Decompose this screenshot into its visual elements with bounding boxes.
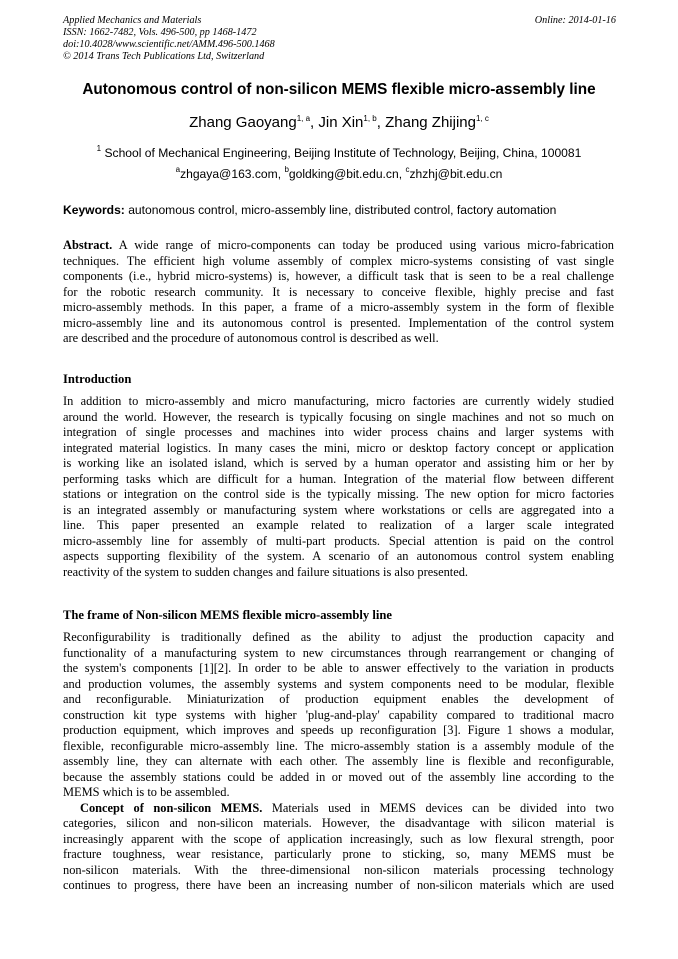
paragraph-line: increasingly apparent with the scope of application increasingly, such as low flexural strength, poor (63, 831, 614, 846)
abstract-line: micro-assembly methods. In this paper, a frame of a micro-assembly system in the form of flexible (63, 300, 614, 314)
paragraph-line: and production volumes, the assembly systems and system components need to be modular, flexible (63, 676, 614, 691)
paragraph-line: non-silicon materials. With the three-dimensional non-silicon materials processing technology (63, 862, 614, 877)
frame-paragraph (63, 630, 614, 894)
paragraph-line: is an integrated assembly or manufacturing system where workstations or cells are aggregated into a (63, 502, 614, 517)
paragraph-line: functionality of a manufacturing system to new circumstances through rearrangement or changing of (63, 645, 614, 660)
email-list (20, 166, 658, 182)
paragraph-line: Reconfigurability is traditionally defined as the ability to adjust the production capacity and (63, 630, 614, 644)
paragraph-line: performing tasks which are difficult for a human. Integration of the material flow between different (63, 471, 614, 486)
affiliation: $^1$ School of Mechanical Engineering, Beijing Institute of Technology, Beijing, China, 100081 (96, 144, 582, 160)
email: $^c$zhzhj@bit.edu.cn (405, 165, 503, 181)
paragraph-line: construction kit type systems with higher 'plug-and-play' capability compared to traditional macro (63, 707, 614, 722)
online-date: Online: 2014-01-16 (534, 15, 616, 26)
paper-title: Autonomous control of non-silicon MEMS flexible micro-assembly line (82, 81, 596, 98)
paragraph-line: MEMS which is to be assembled. (63, 785, 230, 799)
concept-label: Concept of non-silicon MEMS. (80, 800, 263, 815)
paragraph-line: line. This paper presented an example related to realization of a larger scale integrated (63, 518, 614, 532)
paragraph-line: stations or integration on the control side is the typically missing. The new option for micro factories (63, 487, 614, 501)
paragraph-line: fracture toughness, wear resistance, particularly prone to sticking, so, many MEMS must be (63, 847, 614, 861)
paragraph-line: because the assembly stations could be added in or moved out of the assembly line according to the (63, 769, 614, 784)
abstract-line: Abstract. A wide range of micro-components can today be produced using various micro-fabrication (63, 238, 614, 252)
keywords-text: autonomous control, micro-assembly line, distributed control, factory automation (124, 203, 557, 217)
paragraph-line: flexible, reconfigurable micro-assembly line. The micro-assembly station is a assembly module of the (63, 738, 614, 753)
doi-line: doi:10.4028/www.scientific.net/AMM.496-500.1468 (63, 39, 275, 50)
paragraph-line: integrated material logistics. In many cases the mini, micro or desktop factory concept or application (63, 440, 614, 455)
abstract-line: techniques. The efficient high volume assembly of complex micro-systems consisting of vast single (63, 253, 614, 268)
abstract-line: for the robotic research community. It is necessary to conceive flexible, highly precise and fast (63, 284, 614, 299)
introduction-paragraph (63, 394, 614, 580)
email: $^a$zhgaya@163.com, (175, 165, 285, 181)
abstract-line: micro-assembly line and its autonomous control is presented. Implementation of the control system (63, 315, 614, 330)
paragraph-line: continues to progress, there have been an increasing number of non-silicon materials which are used (63, 878, 614, 892)
paragraph-line: around the world. However, the research is typically focusing on single machines and not so much on (63, 409, 614, 424)
author: Zhang Zhijing$^{1, c}$ (385, 114, 489, 131)
paragraph-line: production equipment, which improves and speeds up reconfiguration [3]. Figure 1 shows a modular, (63, 723, 614, 737)
paragraph-line: In addition to micro-assembly and micro manufacturing, micro factories are currently widely studied (63, 394, 614, 408)
issn-line: ISSN: 1662-7482, Vols. 496-500, pp 1468-1472 (63, 27, 257, 38)
journal-name: Applied Mechanics and Materials (63, 15, 202, 26)
paragraph-line: assembly line, they can alternate with each other. The assembly line is flexible and reconfigurable, (63, 754, 614, 768)
email: $^b$goldking@bit.edu.cn, (284, 165, 406, 181)
paragraph-line: and reconfigurable. Miniaturization of production equipment enables the development of (63, 692, 614, 706)
paragraph-line: micro-assembly line for assembly of multi-part products. Special attention is paid on the control (63, 533, 614, 548)
paragraph-line: categories, silicon and non-silicon materials. However, the disadvantage with silicon material is (63, 816, 614, 830)
paragraph-line: integration of single processes and machines into wider process chains and larger systems with (63, 425, 614, 439)
paragraph-line: is working like an isolated island, which is served by a human operator and assisting him or her by (63, 456, 614, 470)
paragraph-line: Concept of non-silicon MEMS. Materials used in MEMS devices can be divided into two (80, 800, 614, 815)
abstract-label: Abstract. (63, 238, 113, 252)
keywords-label: Keywords: (63, 203, 125, 217)
section-heading-frame: The frame of Non-silicon MEMS flexible micro-assembly line (63, 608, 392, 622)
paragraph-line: aspects supporting flexibility of the system. A scenario of an autonomous control system enabling (63, 549, 614, 563)
abstract (63, 238, 614, 347)
author: Jin Xin$^{1, b}$, (318, 114, 386, 131)
paragraph-line: reactivity of the system to sudden changes and failure situations is also presented. (63, 564, 469, 579)
paragraph-line: the system's components [1][2]. In order to be able to answer effectively to the variation in products (63, 661, 614, 675)
abstract-line: components (i.e., hybrid micro-systems) is, however, a difficult task that is seen to be a real challenge (63, 269, 614, 283)
keywords (63, 202, 618, 218)
abstract-line: are described and the procedure of autonomous control is described as well. (63, 331, 439, 345)
author: Zhang Gaoyang$^{1, a}$, (189, 114, 319, 131)
section-heading-introduction: Introduction (63, 372, 132, 386)
copyright-line: © 2014 Trans Tech Publications Ltd, Switzerland (63, 51, 265, 62)
journal-meta (63, 15, 275, 63)
author-list (40, 113, 638, 133)
